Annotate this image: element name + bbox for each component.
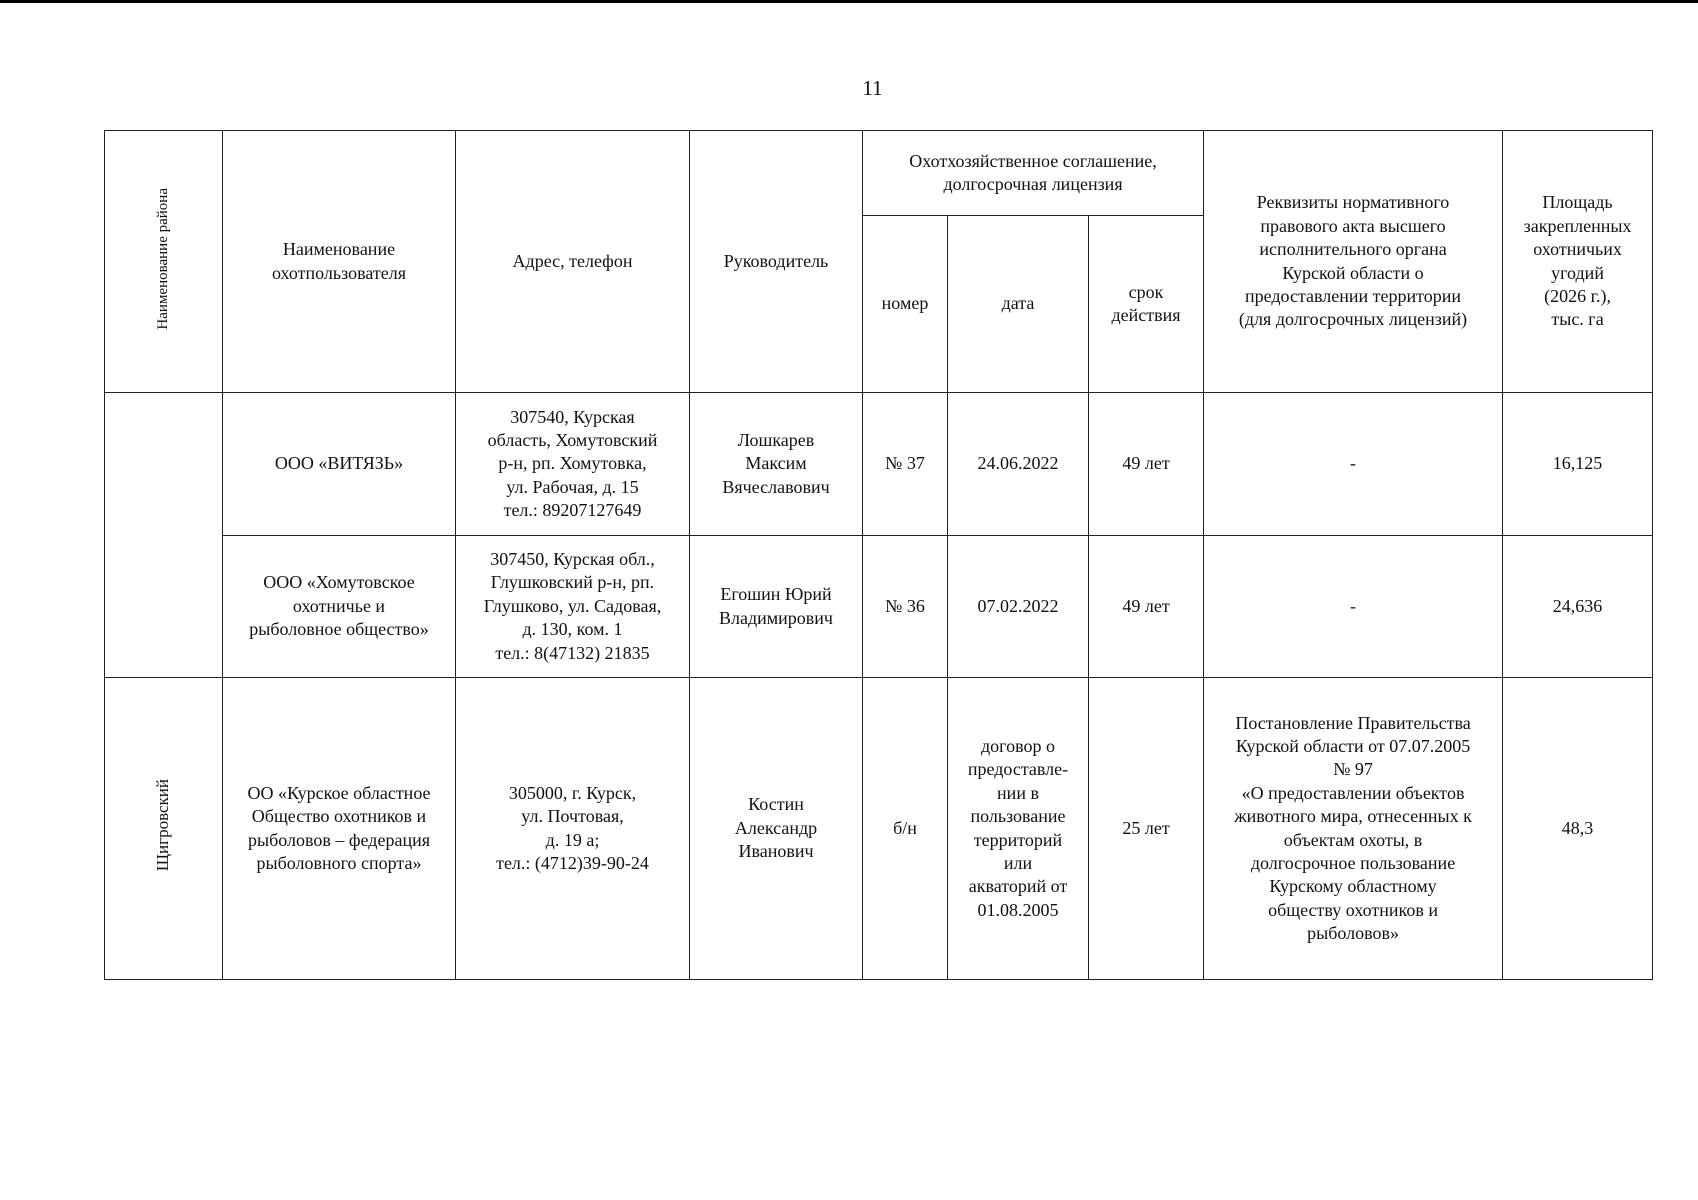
row-term: 49 лет: [1089, 393, 1204, 536]
row-head: Егошин Юрий Владимирович: [690, 536, 863, 678]
row-date: договор о предоставле- нии в пользование территорий или акваторий от 01.08.2005: [948, 678, 1089, 980]
page-top-border: [0, 0, 1698, 3]
header-district-label: Наименование района: [154, 187, 171, 330]
row-legal-act: -: [1204, 536, 1503, 678]
row-number: № 37: [863, 393, 948, 536]
district-cell-empty: [105, 393, 223, 678]
row-area: 24,636: [1503, 536, 1653, 678]
header-date: дата: [948, 216, 1089, 393]
row-address: 307450, Курская обл., Глушковский р-н, рп. Глушково, ул. Садовая, д. 130, ком. 1 тел.: 8(47132) 21835: [456, 536, 690, 678]
row-date: 07.02.2022: [948, 536, 1089, 678]
header-user-name: Наименование охотпользователя: [223, 131, 456, 393]
row-term: 25 лет: [1089, 678, 1204, 980]
row-legal-act: -: [1204, 393, 1503, 536]
header-term: срок действия: [1089, 216, 1204, 393]
header-district: [105, 131, 223, 393]
table-row: [105, 393, 1653, 536]
row-address: 305000, г. Курск, ул. Почтовая, д. 19 а; тел.: (4712)39-90-24: [456, 678, 690, 980]
row-user-name: ОО «Курское областное Общество охотников и рыболовов – федерация рыболовного спорта»: [223, 678, 456, 980]
table-row: [105, 536, 1653, 678]
row-head: Костин Александр Иванович: [690, 678, 863, 980]
row-area: 48,3: [1503, 678, 1653, 980]
row-area: 16,125: [1503, 393, 1653, 536]
header-area: Площадь закрепленных охотничьих угодий (2026 г.), тыс. га: [1503, 131, 1653, 393]
row-number: б/н: [863, 678, 948, 980]
row-user-name: ООО «ВИТЯЗЬ»: [223, 393, 456, 536]
header-agreement-group: Охотхозяйственное соглашение, долгосрочная лицензия: [863, 131, 1204, 216]
hunting-users-table: [104, 130, 1653, 980]
row-head: Лошкарев Максим Вячеславович: [690, 393, 863, 536]
header-row-1: [105, 131, 1653, 216]
header-head: Руководитель: [690, 131, 863, 393]
row-number: № 36: [863, 536, 948, 678]
row-district-label: Щигровский: [153, 779, 173, 872]
header-address: Адрес, телефон: [456, 131, 690, 393]
row-district: [105, 678, 223, 980]
row-address: 307540, Курская область, Хомутовский р-н, рп. Хомутовка, ул. Рабочая, д. 15 тел.: 89207127649: [456, 393, 690, 536]
header-number: номер: [863, 216, 948, 393]
row-term: 49 лет: [1089, 536, 1204, 678]
table-row: [105, 678, 1653, 980]
header-legal-act: Реквизиты нормативного правового акта высшего исполнительного органа Курской области о предоставлении территории (для долгосрочных лицензий): [1204, 131, 1503, 393]
row-legal-act: Постановление Правительства Курской области от 07.07.2005 № 97 «О предоставлении объектов животного мира, отнесенных к объектам охоты, в долгосрочное пользование Курскому областному обществу охотников и рыболовов»: [1204, 678, 1503, 980]
page-number: 11: [862, 76, 883, 100]
row-user-name: ООО «Хомутовское охотничье и рыболовное общество»: [223, 536, 456, 678]
row-date: 24.06.2022: [948, 393, 1089, 536]
